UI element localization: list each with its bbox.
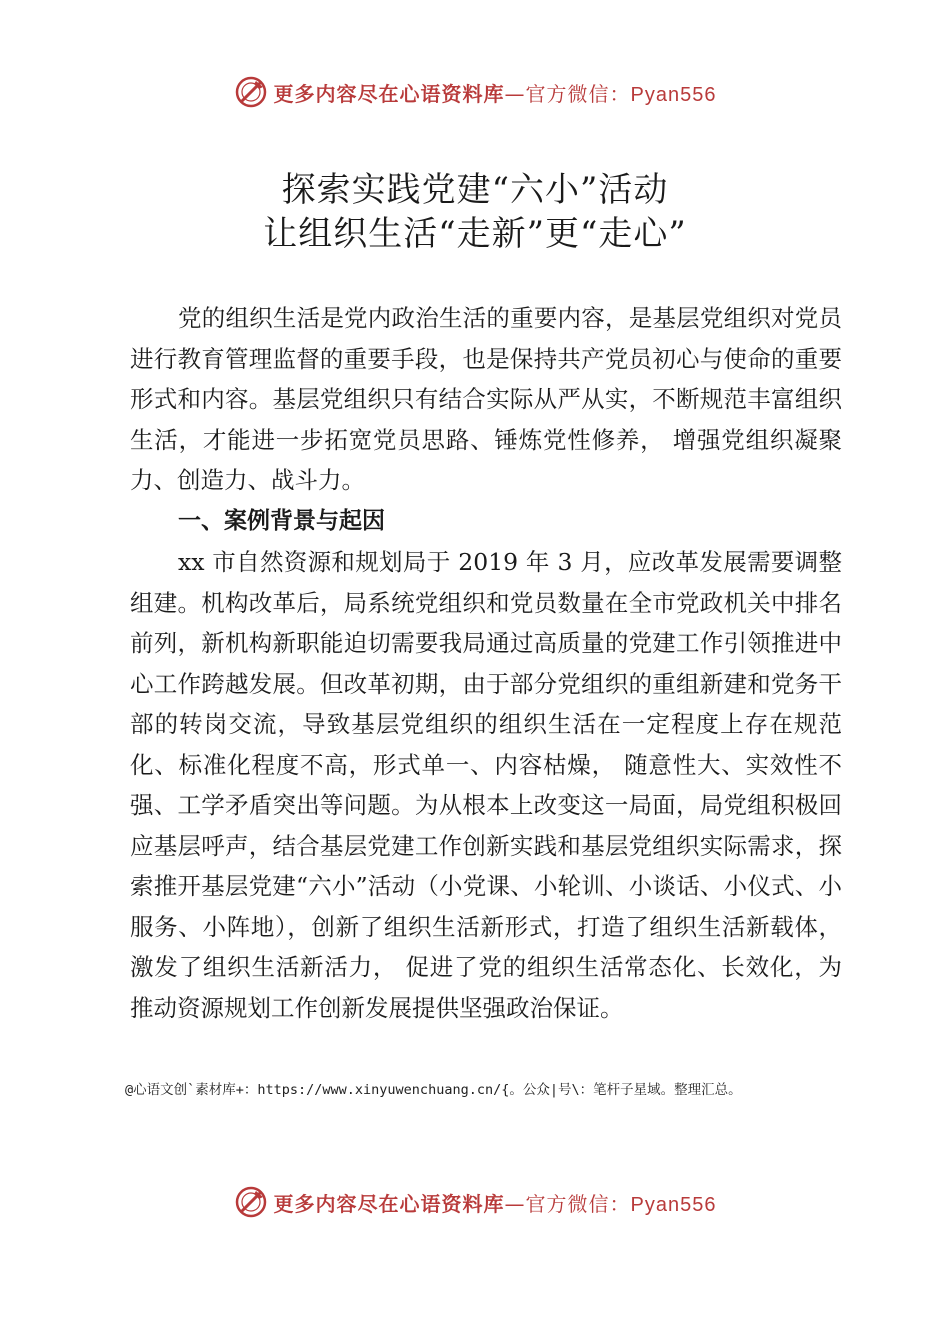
banner-wechat-id: Pyan556 <box>630 1193 717 1216</box>
section-heading-background: 一、案例背景与起因 <box>178 508 385 534</box>
header-banner <box>0 72 950 112</box>
banner-main-text: 更多内容尽在心语资料库 <box>273 81 505 106</box>
footer-banner-text <box>274 1188 717 1217</box>
banner-separator-text: —官方微信： <box>504 1191 631 1216</box>
paragraph-intro: 党的组织生活是党内政治生活的重要内容，是基层党组织对党员进行教育管理监督的重要手段，也是保持共产党员初心与使命的重要形式和内容。基层党组织只有结合实际从严从实，不断规范丰富组织生活，才能进一步拓宽党员思路、锤炼党性修养， 增强党组织凝聚力、创造力、战斗力。 <box>130 304 842 494</box>
banner-separator-text: —官方微信： <box>504 81 631 106</box>
banner-main-text: 更多内容尽在心语资料库 <box>273 1191 505 1216</box>
header-banner-text <box>274 78 717 107</box>
footer-banner <box>0 1182 950 1222</box>
banner-wechat-id: Pyan556 <box>630 83 717 106</box>
red-seal-logo-icon <box>234 1185 268 1219</box>
source-footnote: @心语文创`素材库+：https://www.xinyuwenchuang.cn/{。公众|号\：笔杆子星域。整理汇总。 <box>125 1082 742 1098</box>
paragraph-background: xx 市自然资源和规划局于 2019 年 3 月，应改革发展需要调整组建。机构改革后，局系统党组织和党员数量在全市党政机关中排名前列，新机构新职能迫切需要我局通过高质量的党建工作引领推进中心工作跨越发展。但改革初期，由于部分党组织的重组新建和党务干部的转岗交流，导致基层党组织的组织生活在一定程度上存在规范化、标准化程度不高，形式单一、内容枯燥， 随意性大、实效性不强、工学矛盾突出等问题。为从根本上改变这一局面，局党组积极回应基层呼声，结合基层党建工作创新实践和基层党组织实际需求，探索推开基层党建“六小”活动（小党课、小轮训、小谈话、小仪式、小服务、小阵地），创新了组织生活新形式，打造了组织生活新载体，激发了组织生活新活力， 促进了党的组织生活常态化、长效化，为推动资源规划工作创新发展提供坚强政治保证。 <box>130 548 842 1022</box>
red-seal-logo-icon <box>234 75 268 109</box>
document-title-line1: 探索实践党建“六小”活动 <box>281 170 669 210</box>
document-title-line2: 让组织生活“走新”更“走心” <box>263 214 687 254</box>
